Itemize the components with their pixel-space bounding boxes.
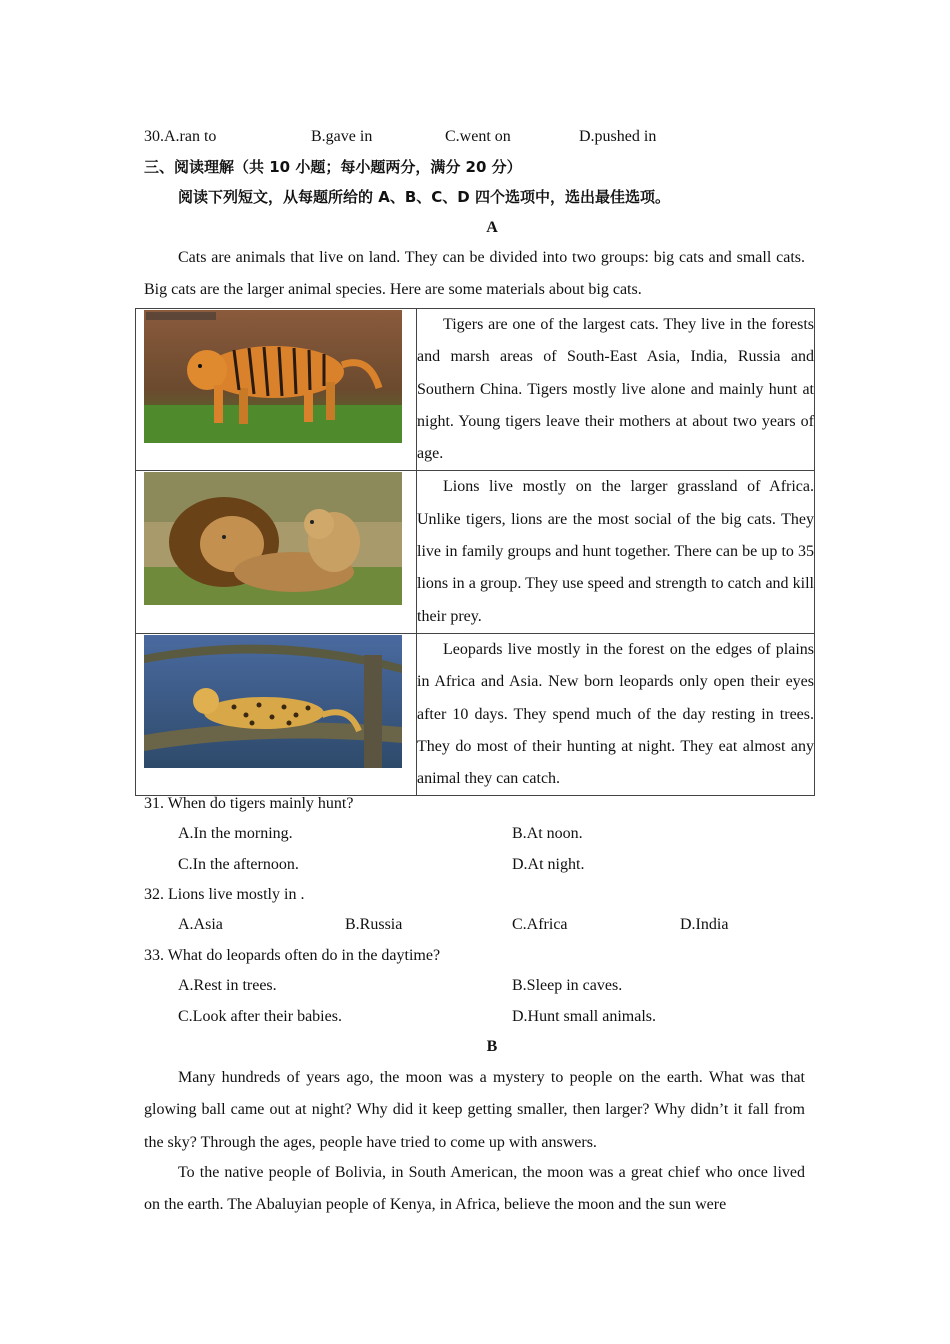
q31-option-a: A.In the morning. <box>178 825 293 842</box>
section-heading: 三、阅读理解（共 10 小题；每小题两分，满分 20 分） <box>144 158 522 176</box>
tiger-text-cell <box>417 309 815 471</box>
leopard-image-cell <box>136 633 417 795</box>
lion-image <box>144 472 402 605</box>
lion-text-cell <box>417 471 815 633</box>
leopard-description: Leopards live mostly in the forest on the edges of plains in Africa and Asia. New born leopards only open their eyes after 10 days. They spend much of the day resting in trees. They do most of their hunting at night. They eat almost any animal they can catch. <box>417 640 814 788</box>
q30-option-d: D.pushed in <box>579 128 657 145</box>
passage-a-intro: Cats are animals that live on land. They can be divided into two groups: big cats and small cats. Big cats are the larger animal species. Here are some materials about big cats. <box>144 249 805 299</box>
q31-option-c: C.In the afternoon. <box>178 856 299 873</box>
tiger-image <box>144 310 402 443</box>
q32-option-d: D.India <box>680 916 729 933</box>
leopard-row <box>136 633 815 795</box>
q31-option-b: B.At noon. <box>512 825 583 842</box>
q30-option-b: B.gave in <box>311 128 373 145</box>
passage-b-paragraph-2: To the native people of Bolivia, in South American, the moon was a great chief who once lived on the earth. The Abaluyian people of Kenya, in Africa, believe the moon and the sun were <box>144 1164 805 1214</box>
tiger-image-cell <box>136 309 417 471</box>
q32-option-c: C.Africa <box>512 916 568 933</box>
lion-description: Lions live mostly on the larger grassland of Africa. Unlike tigers, lions are the most social of the big cats. They live in family groups and hunt together. There can be up to 35 lions in a group. They use speed and strength to catch and kill their prey. <box>417 478 814 625</box>
q32-option-b: B.Russia <box>345 916 403 933</box>
q33-stem: 33. What do leopards often do in the daytime? <box>144 947 441 964</box>
q33-option-d: D.Hunt small animals. <box>512 1008 656 1025</box>
q32-option-a: A.Asia <box>178 916 223 933</box>
leopard-text-cell <box>417 633 815 795</box>
q32-stem: 32. Lions live mostly in . <box>144 886 305 903</box>
q30-option-c: C.went on <box>445 128 511 145</box>
tiger-row <box>136 309 815 471</box>
big-cats-table <box>135 308 815 796</box>
passage-b-label: B <box>486 1038 498 1055</box>
q31-stem: 31. When do tigers mainly hunt? <box>144 795 354 812</box>
q33-option-c: C.Look after their babies. <box>178 1008 342 1025</box>
section-instruction: 阅读下列短文，从每题所给的 A、B、C、D 四个选项中，选出最佳选项。 <box>178 188 670 206</box>
lion-row <box>136 471 815 633</box>
q33-option-b: B.Sleep in caves. <box>512 977 623 994</box>
passage-a-label: A <box>486 219 498 236</box>
leopard-image <box>144 635 402 768</box>
passage-b-paragraph-1: Many hundreds of years ago, the moon was a mystery to people on the earth. What was that glowing ball came out at night? Why did it keep getting smaller, then larger? Why didn’t it fall from the sky? Through the ages, people have tried to come up with answers. <box>144 1069 805 1151</box>
q31-option-d: D.At night. <box>512 856 585 873</box>
lion-image-cell <box>136 471 417 633</box>
tiger-description: Tigers are one of the largest cats. They live in the forests and marsh areas of South-East Asia, India, Russia and Southern China. Tigers mostly live alone and mainly hunt at night. Young tigers leave their mothers at about two years of age. <box>417 316 814 463</box>
q30-option-a: 30.A.ran to <box>144 128 217 145</box>
q33-option-a: A.Rest in trees. <box>178 977 277 994</box>
